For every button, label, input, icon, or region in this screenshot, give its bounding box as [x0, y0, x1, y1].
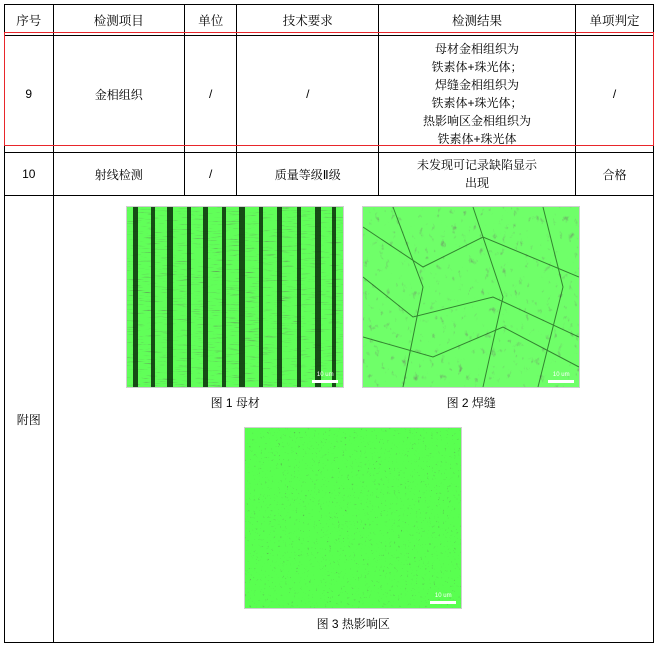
micrograph-weld-seam [362, 206, 580, 388]
result-line: 铁素体+珠光体 [437, 132, 517, 146]
header-verdict: 单项判定 [576, 5, 654, 36]
result-line: 未发现可记录缺陷显示 [417, 158, 538, 172]
attachment-label: 附图 [5, 196, 54, 643]
table-body [5, 36, 654, 643]
attachment-figures [53, 196, 653, 643]
scalebar-label: 10 um [316, 372, 334, 378]
header-no: 序号 [5, 5, 54, 36]
scalebar-heat-affected-zone [430, 593, 456, 604]
report-sheet [0, 4, 659, 672]
micrograph-image [363, 207, 579, 387]
header-requirement: 技术要求 [237, 5, 379, 36]
result-line: 铁素体+珠光体； [431, 60, 523, 74]
row-verdict: / [576, 36, 654, 153]
result-text [381, 40, 573, 148]
row-unit: / [184, 153, 237, 196]
header-row [5, 5, 654, 36]
inspection-table [4, 4, 654, 643]
row-item: 金相组织 [53, 36, 184, 153]
figure-base-metal [126, 206, 344, 411]
micrograph-base-metal [126, 206, 344, 388]
figure-row-top [56, 206, 651, 411]
scalebar-weld-seam [548, 372, 574, 383]
scalebar-line [548, 380, 574, 383]
scalebar-label: 10 um [552, 372, 570, 378]
row-requirement: 质量等级Ⅱ级 [237, 153, 379, 196]
row-result [379, 36, 576, 153]
micrograph-image [127, 207, 343, 387]
micrograph-heat-affected-zone [244, 427, 462, 609]
figure-row-bottom [56, 427, 651, 632]
result-line: 母材金相组织为 [435, 42, 520, 56]
table-row [5, 153, 654, 196]
figure-caption: 图 1 母材 [210, 396, 260, 410]
table-row [5, 36, 654, 153]
row-requirement: / [237, 36, 379, 153]
scalebar-line [312, 380, 338, 383]
result-text [381, 156, 573, 192]
row-verdict: 合格 [576, 153, 654, 196]
figure-heat-affected-zone [244, 427, 462, 632]
header-result: 检测结果 [379, 5, 576, 36]
row-unit: / [184, 36, 237, 153]
result-line: 热影响区金相组织为 [423, 114, 532, 128]
row-no: 10 [5, 153, 54, 196]
attachment-row [5, 196, 654, 643]
row-item: 射线检测 [53, 153, 184, 196]
row-result [379, 153, 576, 196]
scalebar-base-metal [312, 372, 338, 383]
scalebar-line [430, 601, 456, 604]
figure-caption: 图 2 焊缝 [446, 396, 496, 410]
micrograph-image [245, 428, 461, 608]
result-line: 焊缝金相组织为 [435, 78, 520, 92]
result-line: 出现 [465, 176, 490, 190]
header-item: 检测项目 [53, 5, 184, 36]
figure-weld-seam [362, 206, 580, 411]
scalebar-label: 10 um [434, 593, 452, 599]
row-no: 9 [5, 36, 54, 153]
header-unit: 单位 [184, 5, 237, 36]
result-line: 铁素体+珠光体； [431, 96, 523, 110]
table-header [5, 5, 654, 36]
figure-caption: 图 3 热影响区 [316, 617, 390, 631]
